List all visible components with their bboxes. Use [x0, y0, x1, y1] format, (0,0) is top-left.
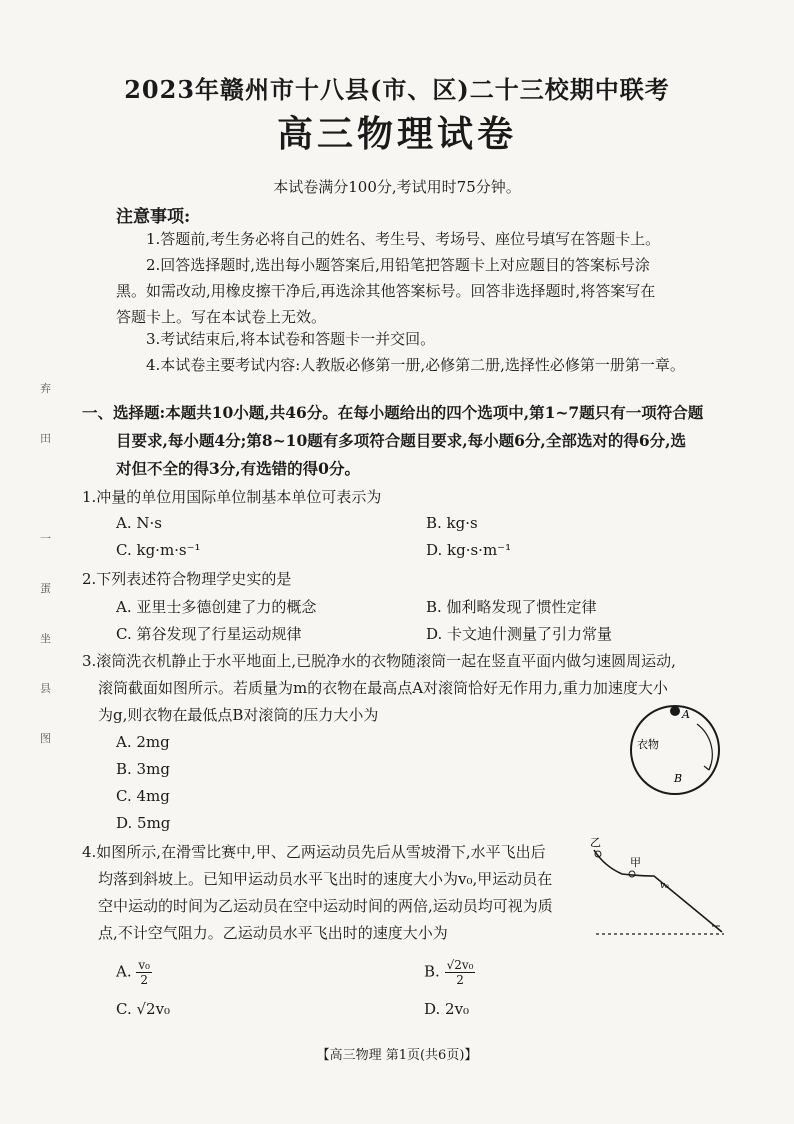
question-stem: 均落到斜坡上。已知甲运动员水平飞出时的速度大小为v₀,甲运动员在	[98, 870, 553, 888]
exam-info: 本试卷满分100分,考试用时75分钟。	[273, 178, 521, 196]
option-a: A. 2mg	[116, 733, 170, 751]
option-d: D. 5mg	[116, 814, 171, 832]
exam-title-line2: 高三物理试卷	[276, 113, 517, 155]
option-b	[424, 958, 475, 987]
margin-mark: 一	[40, 532, 51, 545]
question-stem: 4.如图所示,在滑雪比赛中,甲、乙两运动员先后从雪坡滑下,水平飞出后	[82, 843, 546, 861]
question-stem: 1.冲量的单位用国际单位制基本单位可表示为	[82, 488, 382, 506]
option-b: B. 伽利略发现了惯性定律	[426, 598, 597, 616]
margin-mark: 弃	[40, 382, 51, 395]
option-d: D. 卡文迪什测量了引力常量	[426, 625, 613, 643]
clothes-label: 衣物	[637, 738, 659, 751]
notice-item: 2.回答选择题时,选出每小题答案后,用铅笔把答题卡上对应题目的答案标号涂	[146, 256, 650, 274]
page-footer: 【高三物理 第1页(共6页)】	[316, 1048, 478, 1063]
question-stem: 点,不计空气阻力。乙运动员水平飞出时的速度大小为	[98, 924, 448, 942]
option-c: C. 4mg	[116, 787, 170, 805]
fraction-denominator: 2	[456, 973, 464, 987]
margin-mark: 田	[40, 432, 51, 445]
section-instructions: 目要求,每小题4分;第8~10题有多项符合题目要求,每小题6分,全部选对的得6分,选	[116, 431, 687, 450]
section-instructions: 对但不全的得3分,有选错的得0分。	[116, 459, 360, 478]
fraction-numerator: v₀	[138, 958, 150, 972]
option-c: C. 第谷发现了行星运动规律	[116, 625, 302, 643]
question-stem: 空中运动的时间为乙运动员在空中运动时间的两倍,运动员均可视为质	[98, 897, 553, 915]
notice-heading: 注意事项:	[116, 207, 191, 227]
margin-mark: 图	[40, 732, 51, 745]
question-stem: 滚筒截面如图所示。若质量为m的衣物在最高点A对滚筒恰好无作用力,重力加速度大小	[98, 679, 668, 697]
notice-item: 3.考试结束后,将本试卷和答题卡一并交回。	[146, 330, 436, 348]
option-d: D. 2v₀	[424, 1000, 470, 1018]
option-b: B. 3mg	[116, 760, 170, 778]
drum-figure	[625, 700, 725, 800]
margin-mark: 县	[40, 682, 51, 695]
option-b-label: B.	[424, 962, 440, 981]
option-c: C. √2v₀	[116, 1000, 171, 1018]
question-stem: 为g,则衣物在最低点B对滚筒的压力大小为	[98, 706, 379, 724]
skier-jia-label: 甲	[630, 856, 641, 869]
fraction-numerator: √2v₀	[446, 958, 474, 972]
slope-line	[594, 850, 722, 932]
margin-mark: 坐	[40, 632, 51, 645]
velocity-label: v₀	[660, 881, 669, 891]
fraction	[136, 958, 152, 987]
option-a-label: A.	[116, 962, 132, 981]
section-instructions: 一、选择题:本题共10小题,共46分。在每小题给出的四个选项中,第1~7题只有一项符合题	[82, 403, 704, 422]
notice-item: 答题卡上。写在本试卷上无效。	[116, 308, 327, 326]
point-b-label: B	[674, 772, 683, 785]
option-d: D. kg·s·m⁻¹	[426, 541, 512, 559]
option-b: B. kg·s	[426, 514, 478, 532]
exam-title-line1: 2023年赣州市十八县(市、区)二十三校期中联考	[124, 75, 670, 104]
point-a-label: A	[682, 708, 690, 721]
option-a: A. N·s	[116, 514, 162, 532]
question-stem: 3.滚筒洗衣机静止于水平地面上,已脱净水的衣物随滚筒一起在竖直平面内做匀速圆周运动,	[82, 652, 676, 670]
option-a: A. 亚里士多德创建了力的概念	[116, 598, 317, 616]
question-stem: 2.下列表述符合物理学史实的是	[82, 570, 292, 588]
skier-yi-label: 乙	[590, 836, 601, 849]
ski-slope-figure	[586, 832, 736, 947]
rotation-arrow	[697, 724, 712, 770]
notice-item: 黑。如需改动,用橡皮擦干净后,再选涂其他答案标号。回答非选择题时,将答案写在	[116, 282, 656, 300]
notice-item: 4.本试卷主要考试内容:人教版必修第一册,必修第二册,选择性必修第一册第一章。	[146, 356, 685, 374]
option-a	[116, 958, 152, 987]
margin-mark: 蛋	[40, 582, 51, 595]
fraction	[445, 958, 476, 987]
option-c: C. kg·m·s⁻¹	[116, 541, 201, 559]
fraction-denominator: 2	[140, 973, 148, 987]
clothes-point-icon	[670, 706, 680, 716]
notice-item: 1.答题前,考生务必将自己的姓名、考生号、考场号、座位号填写在答题卡上。	[146, 230, 661, 248]
